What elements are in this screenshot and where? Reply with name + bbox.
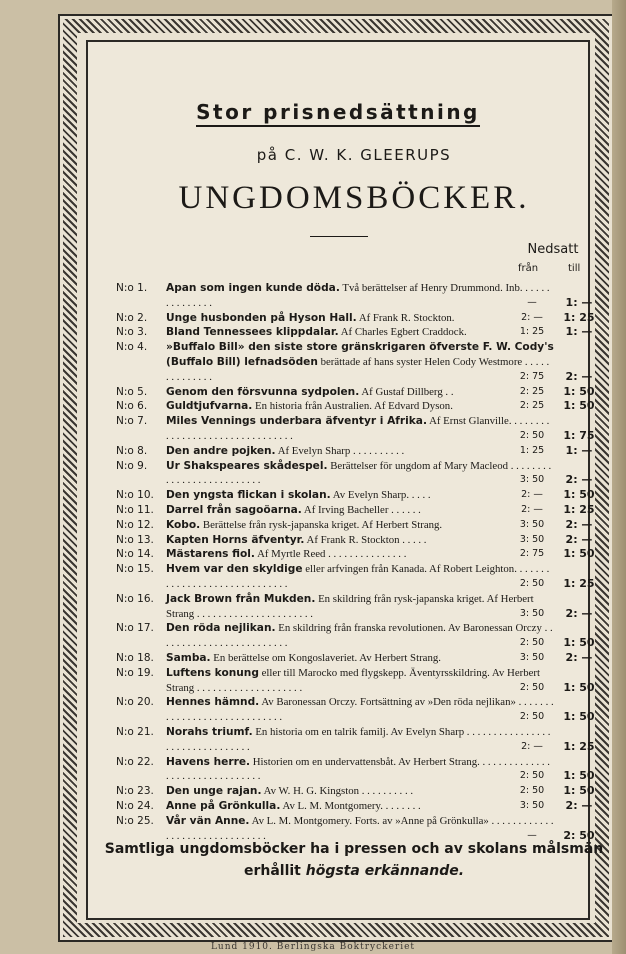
item-description: Berättelser för ungdom af Mary Macleod . . . . . . . . . . . . . . . . . . . . . . . . . . [166, 459, 552, 487]
item-number: N:o 21. [116, 726, 154, 738]
item-price-to: 2: — [565, 517, 593, 531]
item-price-from: 2: 50 [519, 577, 545, 589]
item-title: Luftens konung [166, 666, 259, 679]
item-description: Två berättelser af Henry Drummond. Inb. . . . . . . . . . . . . . . [166, 282, 550, 309]
item-number: N:o 9. [116, 459, 148, 472]
item-price-to: 1: — [565, 325, 593, 339]
item-price-from: 2: 25 [519, 385, 545, 397]
item-price-from: 2: — [521, 311, 543, 323]
item-number: N:o 20. [116, 696, 154, 709]
publisher-line: på C. W. K. GLEERUPS [256, 146, 452, 164]
item-price-from: 3: 50 [519, 474, 545, 486]
closing-statement [96, 838, 612, 882]
page-edge [612, 0, 626, 954]
closing-line-1: Samtliga ungdomsböcker ha i pressen och av skolans målsmän [104, 841, 604, 857]
item-price-to: 1: 25 [563, 576, 595, 590]
item-title: Darrel från sagoöarna. [166, 504, 302, 516]
item-price-to: 1: 50 [563, 784, 595, 798]
item-price-from: 3: 50 [519, 800, 545, 811]
item-price-from: 2: 50 [519, 711, 545, 723]
item-text [166, 311, 554, 326]
item-price-to: 2: — [565, 651, 593, 664]
item-title: Den unge rajan. [166, 785, 262, 798]
item-title: Kapten Horns äfventyr. [166, 533, 305, 546]
item-title: Den yngsta flickan i skolan. [166, 489, 331, 502]
item-description: En berättelse om Kongoslaveriet. Av Herbert Strang. [213, 652, 441, 664]
item-text [166, 444, 554, 459]
item-price-to: 2: 50 [563, 828, 595, 842]
item-price-from: 2: 50 [519, 681, 545, 693]
item-description: Av W. H. G. Kingston . . . . . . . . . . [263, 785, 414, 798]
price-header-to: till [568, 263, 581, 274]
item-text [166, 340, 554, 384]
item-description: En skildring från franska revolutionen. Av Baronessan Orczy . . . . . . . . . . . . . . . . . . . . . . . . . [166, 622, 553, 650]
item-number: N:o 22. [116, 755, 154, 768]
item-description: Berättelse från rysk-japanska kriget. Af Herbert Strang. [202, 518, 443, 531]
item-text [166, 399, 554, 414]
item-number: N:o 10. [116, 489, 154, 502]
item-number: N:o 11. [116, 504, 154, 516]
printer-imprint: Lund 1910. Berlingska Boktryckeriet [210, 942, 416, 952]
item-description: En historia om en talrik familj. Av Evelyn Sharp . . . . . . . . . . . . . . . . . . . . . . . . . . . . . . . . [166, 726, 551, 753]
item-text [166, 325, 554, 340]
item-title: Anne på Grönkulla. [166, 800, 281, 812]
item-price-to: 1: — [565, 295, 593, 309]
item-title: Ur Shakspeares skådespel. [166, 459, 328, 472]
item-title: Apan som ingen kunde döda. [166, 282, 340, 294]
item-text [166, 503, 554, 518]
item-number: N:o 17. [116, 622, 154, 635]
item-title: Mästarens fiol. [166, 548, 255, 561]
item-title: Unge husbonden på Hyson Hall. [166, 311, 357, 324]
item-description: eller till Marocko med flygskepp. Äventyrsskildring. Av Herbert Strang . . . . . . . . . . . . . . . . . . . . [166, 666, 540, 694]
item-number: N:o 8. [116, 444, 148, 457]
item-title: Vår vän Anne. [166, 814, 250, 827]
item-price-from: 2: 25 [519, 400, 545, 412]
item-number: N:o 14. [116, 548, 154, 561]
item-text [166, 562, 554, 592]
item-title: Havens herre. [166, 755, 251, 768]
item-price-from: 2: 75 [519, 548, 545, 560]
item-title: Norahs triumf. [166, 726, 253, 738]
item-text [166, 459, 554, 489]
item-description: Av Baronessan Orczy. Fortsättning av »Den röda nejlikan» . . . . . . . . . . . . . . . . . . . . . . . . . . . . . [166, 696, 554, 724]
item-text [166, 799, 554, 814]
item-description: Af Gustaf Dillberg . . [361, 385, 454, 398]
item-text [166, 533, 554, 548]
item-description: En historia från Australien. Af Edvard Dyson. [255, 400, 453, 413]
price-header-from: från [518, 263, 539, 274]
item-price-to: 2: — [565, 799, 593, 812]
item-description: Av L. M. Montgomery. . . . . . . . [282, 800, 421, 812]
item-price-to: 1: 75 [563, 428, 595, 442]
item-description: Af Charles Egbert Craddock. [340, 326, 467, 339]
item-price-from: — [527, 829, 537, 841]
item-price-to: 1: 50 [563, 710, 595, 724]
price-header-label: Nedsatt [527, 242, 579, 257]
item-price-from: 1: 25 [519, 326, 545, 338]
item-number: N:o 19. [116, 666, 154, 679]
item-price-from: 2: 50 [519, 770, 545, 782]
item-description: eller arfvingen från Kanada. Af Robert Leighton. . . . . . . . . . . . . . . . . . . . . . . . . . . . . . [166, 563, 550, 590]
item-text [166, 725, 554, 755]
item-price-to: 1: 50 [563, 399, 595, 413]
item-number: N:o 15. [116, 563, 154, 576]
item-text [166, 281, 554, 311]
item-description: Af Ernst Glanville. . . . . . . . . . . . . . . . . . . . . . . . . . . . . . . . [166, 415, 550, 442]
item-number: N:o 2. [116, 311, 148, 324]
item-description: Af Irving Bacheller . . . . . . [303, 504, 421, 516]
item-price-from: 2: 50 [519, 429, 545, 441]
item-text [166, 621, 554, 651]
item-number: N:o 25. [116, 814, 154, 827]
item-text [166, 547, 554, 562]
item-price-to: 1: 25 [563, 310, 595, 324]
item-text [166, 784, 554, 799]
item-price-to: 2: — [565, 532, 593, 546]
item-price-to: 1: — [565, 443, 593, 457]
item-price-from: 1: 25 [519, 444, 545, 456]
item-number: N:o 12. [116, 518, 154, 531]
item-description: Af Frank R. Stockton. [358, 311, 455, 324]
item-number: N:o 5. [116, 385, 148, 398]
item-title: Hvem var den skyldige [166, 563, 303, 576]
item-price-from: 3: 50 [519, 607, 545, 619]
closing-line-2: erhållit högsta erkännande. [243, 863, 465, 879]
divider-rule [310, 236, 368, 237]
item-description: Av Evelyn Sharp. . . . . [332, 489, 431, 502]
item-price-to: 2: — [565, 473, 593, 487]
item-price-to: 1: 50 [563, 680, 595, 694]
item-title: »Buffalo Bill» den siste store gränskrigaren öfverste F. W. Cody's (Buffalo Bill) lefnadsöden [166, 341, 554, 368]
item-title: Den röda nejlikan. [166, 622, 276, 635]
item-text [166, 385, 554, 400]
item-description: Af Myrtle Reed . . . . . . . . . . . . . . . [257, 548, 407, 561]
item-price-from: 3: 50 [519, 533, 545, 545]
item-title: Hennes hämnd. [166, 696, 260, 709]
item-text [166, 488, 554, 503]
item-price-from: — [527, 296, 537, 308]
item-description: Af Frank R. Stockton . . . . . [306, 533, 427, 546]
item-number: N:o 13. [116, 533, 154, 546]
item-title: Bland Tennessees klippdalar. [166, 326, 339, 339]
item-price-from: 2: 50 [519, 785, 545, 797]
item-text [166, 592, 554, 622]
item-price-to: 1: 25 [563, 503, 595, 516]
item-price-to: 1: 25 [563, 739, 595, 753]
item-price-from: 3: 50 [519, 518, 545, 530]
item-description: En skildring från rysk-japanska kriget. Af Herbert Strang . . . . . . . . . . . . . . . . . . . . . . [166, 592, 534, 620]
item-title: Den andre pojken. [166, 444, 276, 457]
item-number: N:o 18. [116, 652, 154, 664]
item-text [166, 414, 554, 444]
page-title: Stor prisnedsättning [86, 100, 590, 124]
item-text [166, 518, 554, 533]
item-text [166, 651, 554, 666]
item-price-from: 2: 75 [519, 370, 545, 382]
item-text [166, 695, 554, 725]
item-price-to: 1: 50 [563, 384, 595, 398]
item-number: N:o 23. [116, 785, 154, 798]
item-number: N:o 24. [116, 800, 154, 812]
item-price-from: 2: — [521, 504, 543, 515]
item-number: N:o 4. [116, 341, 148, 354]
item-title: Guldtjufvarna. [166, 400, 253, 413]
item-price-to: 1: 50 [563, 488, 595, 502]
item-price-to: 1: 50 [563, 769, 595, 783]
item-price-to: 2: — [565, 606, 593, 620]
item-description: Av L. M. Montgomery. Forts. av »Anne på Grönkulla» . . . . . . . . . . . . . . . . . . . . . . . . . . . . . . . [166, 814, 554, 842]
item-number: N:o 7. [116, 415, 148, 428]
item-number: N:o 3. [116, 326, 148, 339]
item-price-from: 3: 50 [519, 652, 545, 663]
item-price-to: 1: 50 [563, 636, 595, 650]
item-title: Jack Brown från Mukden. [166, 592, 316, 605]
item-price-to: 2: — [565, 369, 593, 383]
item-title: Samba. [166, 652, 211, 664]
item-title: Genom den försvunna sydpolen. [166, 385, 360, 398]
item-price-from: 2: 50 [519, 637, 545, 649]
item-description: Af Evelyn Sharp . . . . . . . . . . [277, 444, 405, 457]
headline: UNGDOMSBÖCKER. [178, 180, 530, 216]
item-price-from: 2: — [521, 740, 543, 752]
item-number: N:o 6. [116, 400, 148, 413]
item-description: Historien om en undervattensbåt. Av Herbert Strang. . . . . . . . . . . . . . . . . . . . . . . . . . . . . . . . [166, 755, 550, 783]
item-text [166, 755, 554, 785]
item-number: N:o 1. [116, 282, 148, 294]
item-price-from: 2: — [521, 489, 543, 501]
item-description: berättade af hans syster Helen Cody Westmore . . . . . . . . . . . . . . [166, 355, 550, 383]
item-number: N:o 16. [116, 592, 154, 605]
item-text [166, 666, 554, 696]
item-title: Miles Vennings underbara äfventyr i Afrika. [166, 415, 427, 428]
item-price-to: 1: 50 [563, 547, 595, 561]
item-title: Kobo. [166, 518, 201, 531]
